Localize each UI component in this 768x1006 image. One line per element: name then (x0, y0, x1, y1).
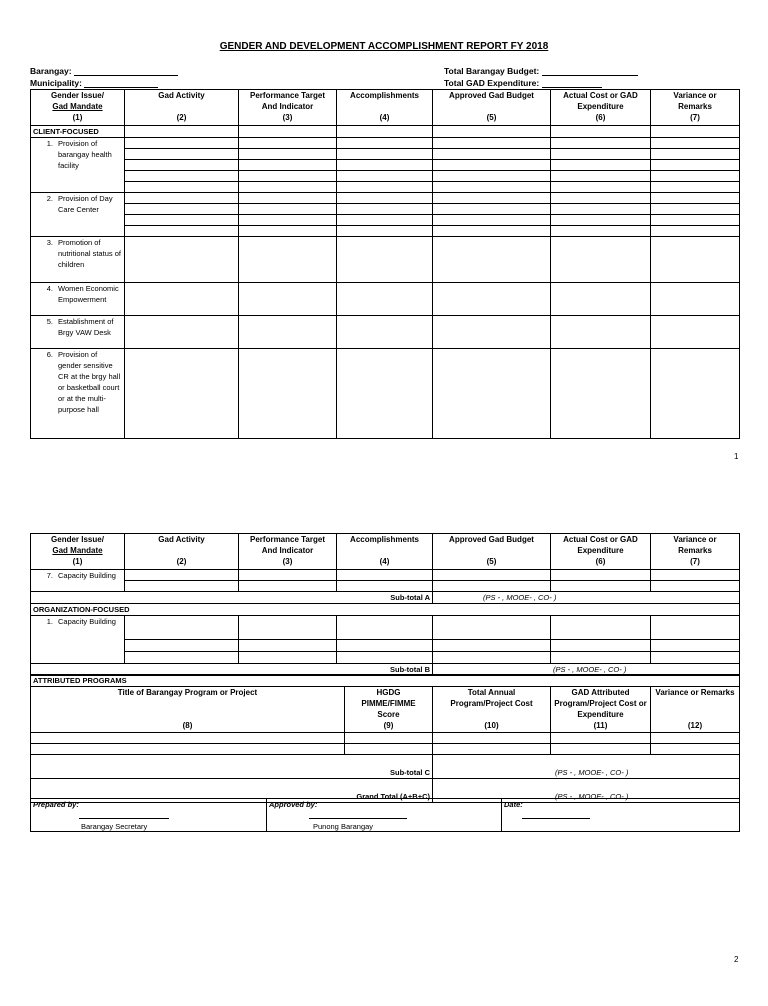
report-title: GENDER AND DEVELOPMENT ACCOMPLISHMENT REPORT FY 2018 (219, 41, 549, 52)
col-gad-attributed-cost: GAD Attributed Program/Project Cost or Expenditure (11) (551, 687, 651, 733)
client-focused-label: CLIENT-FOCUSED (31, 126, 125, 138)
col-hgdg-score: HGDG PIMME/FIMME Score (9) (345, 687, 433, 733)
col-total-annual-cost: Total Annual Program/Project Cost (10) (433, 687, 551, 733)
col-accomplishments: Accomplishments (4) (337, 534, 433, 570)
prepared-by-cell: Prepared by: Barangay Secretary (31, 799, 267, 832)
subtotal-c-label: Sub-total C (31, 755, 433, 779)
col-performance: Performance Target And Indicator (3) (239, 90, 337, 126)
punong-label: Punong Barangay (313, 822, 374, 831)
col-gender-issue: Gender Issue/ Gad Mandate (1) (31, 534, 125, 570)
grand-total-value: (PS - , MOOE- , CO- ) (433, 779, 740, 803)
secretary-label: Barangay Secretary (81, 822, 148, 831)
col-program-title: Title of Barangay Program or Project (8) (31, 687, 345, 733)
col-gad-activity: Gad Activity (2) (125, 534, 239, 570)
subtotal-a-label: Sub-total A (31, 592, 433, 604)
date-cell: Date: (502, 799, 740, 832)
col-accomplishments: Accomplishments (4) (337, 90, 433, 126)
list-item: 5. Establishment of Brgy VAW Desk (31, 316, 125, 349)
signature-block (30, 798, 740, 832)
approved-by-cell: Approved by: Punong Barangay (267, 799, 502, 832)
municipality-field: Municipality: (30, 78, 158, 88)
accomplishment-table-page1 (30, 89, 740, 439)
attributed-programs-table (30, 674, 740, 803)
page-number-2: 2 (734, 955, 739, 964)
subtotal-b-value: (PS - , MOOE- , CO- ) (433, 664, 740, 676)
list-item: 4. Women Economic Empowerment (31, 283, 125, 316)
total-budget-field: Total Barangay Budget: (444, 66, 638, 76)
list-item: 2. Provision of Day Care Center (31, 193, 125, 237)
list-item: 6. Provision of gender sensitive CR at the brgy hall or basketball court or at the multi-purpose hall (31, 349, 125, 439)
page-number-1: 1 (734, 452, 739, 461)
total-gad-field: Total GAD Expenditure: (444, 78, 602, 88)
col-gender-issue: Gender Issue/ Gad Mandate (1) (31, 90, 125, 126)
subtotal-b-label: Sub-total B (31, 664, 433, 676)
list-item: 7. Capacity Building (31, 570, 125, 592)
list-item: 3. Promotion of nutritional status of children (31, 237, 125, 283)
grand-total-label: Grand Total (A+B+C) (31, 779, 433, 803)
col-gad-activity: Gad Activity (2) (125, 90, 239, 126)
col-actual-cost: Actual Cost or GAD Expenditure (6) (551, 90, 651, 126)
barangay-field: Barangay: (30, 66, 178, 76)
col-attr-variance: Variance or Remarks (12) (651, 687, 740, 733)
subtotal-a-value: (PS - , MOOE- , CO- ) (433, 592, 740, 604)
col-approved-budget: Approved Gad Budget (5) (433, 90, 551, 126)
col-variance: Variance or Remarks (7) (651, 534, 740, 570)
col-approved-budget: Approved Gad Budget (5) (433, 534, 551, 570)
col-performance: Performance Target And Indicator (3) (239, 534, 337, 570)
col-actual-cost: Actual Cost or GAD Expenditure (6) (551, 534, 651, 570)
subtotal-c-value: (PS - , MOOE- , CO- ) (433, 755, 740, 779)
list-item: 1. Capacity Building (31, 616, 125, 664)
col-variance: Variance or Remarks (7) (651, 90, 740, 126)
list-item: 1. Provision of barangay health facility (31, 138, 125, 193)
attributed-programs-label: ATTRIBUTED PROGRAMS (31, 675, 740, 687)
accomplishment-table-page2 (30, 533, 740, 676)
org-focused-label: ORGANIZATION-FOCUSED (31, 604, 740, 616)
